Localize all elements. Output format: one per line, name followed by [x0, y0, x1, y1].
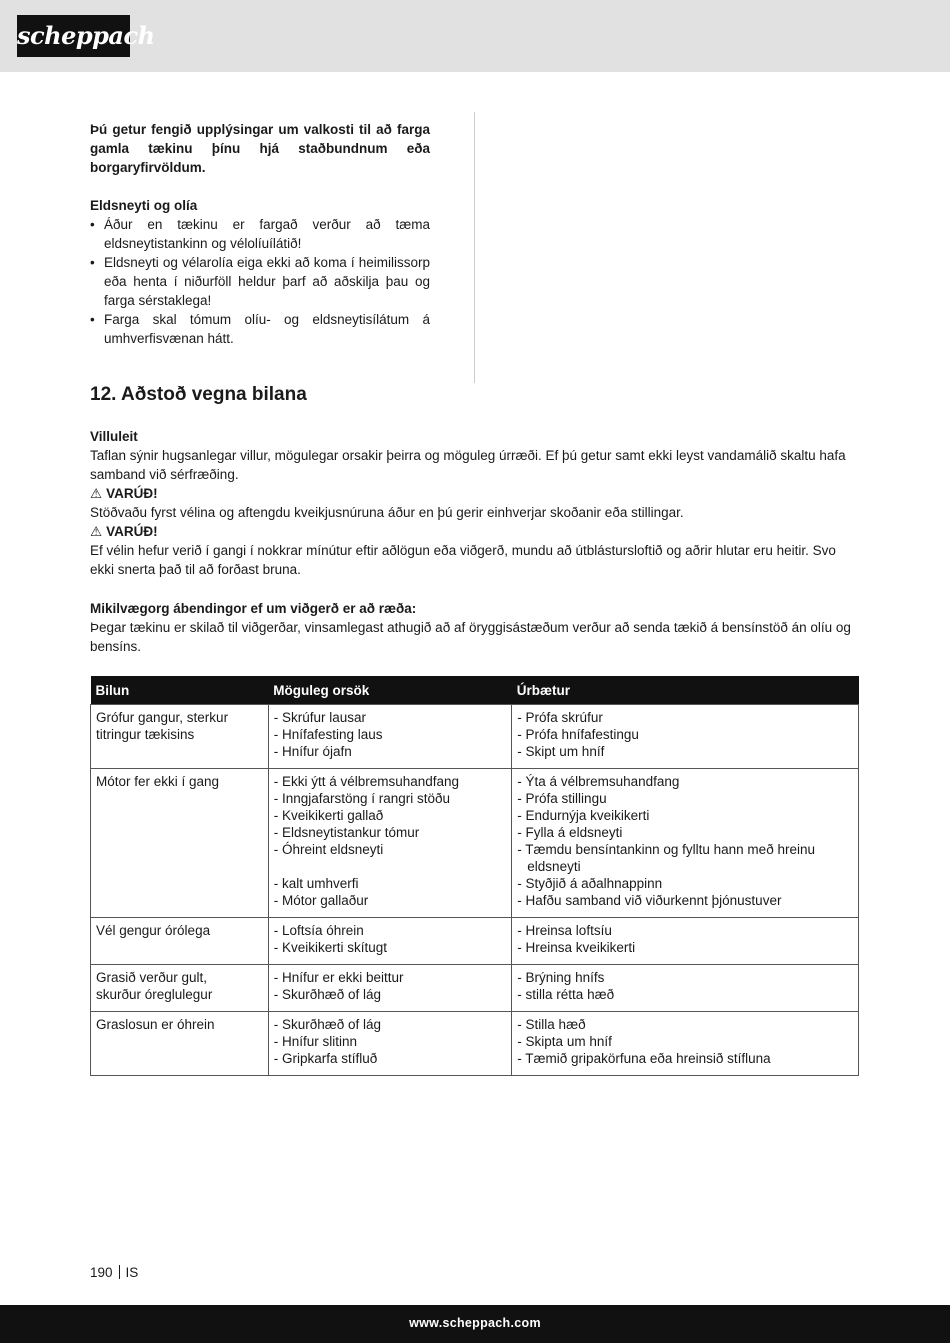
disposal-column [90, 120, 430, 348]
fault-cell [91, 769, 269, 918]
repair-notes-heading: Mikilvægorg ábendingor ef um viðgerð er að ræða: [90, 601, 417, 616]
cell-line: - Tæmdu bensíntankinn og fylltu hann með hreinu [517, 842, 815, 857]
footer-bar [0, 1305, 950, 1343]
cell-line: - Mótor gallaður [273, 893, 369, 908]
cell-line: - Skurðhæð of lág [273, 987, 382, 1002]
warning-label [90, 522, 860, 541]
column-header-cause: Möguleg orsök [268, 676, 512, 705]
cell-line: eldsneyti [527, 859, 581, 874]
table-body [91, 705, 859, 1076]
cell-line: - Hnífur er ekki beittur [273, 970, 404, 985]
page-footer-number [90, 1265, 138, 1280]
cause-cell [268, 1012, 512, 1076]
warning-label-text: VARÚÐ! [106, 524, 158, 539]
cell-line: - Brýning hnífs [517, 970, 605, 985]
fuel-oil-list [90, 215, 430, 348]
cell-line [274, 858, 507, 875]
cell-line: - Skrúfur lausar [273, 710, 366, 725]
cell-line: - Hreinsa loftsíu [517, 923, 612, 938]
cell-line: - Hnífafesting laus [273, 727, 383, 742]
remedy-cell [512, 705, 859, 769]
table-header-row [91, 676, 859, 705]
table-row [91, 918, 859, 965]
cell-line: - Óhreint eldsneyti [273, 842, 384, 857]
troubleshooting-heading: Villuleit [90, 429, 138, 444]
cell-line: - Stilla hæð [517, 1017, 586, 1032]
remedy-cell [512, 1012, 859, 1076]
language-code: IS [125, 1265, 139, 1280]
footer-separator [119, 1265, 120, 1279]
cell-line: - Inngjafarstöng í rangri stöðu [273, 791, 451, 806]
troubleshooting-table [90, 676, 859, 1076]
cell-line: - Skipt um hníf [517, 744, 605, 759]
remedy-cell [512, 918, 859, 965]
warning-label-text: VARÚÐ! [106, 486, 158, 501]
troubleshooting-intro [90, 427, 860, 579]
cell-line: - Loftsía óhrein [273, 923, 364, 938]
brand-logo: scheppach [17, 15, 130, 57]
fuel-oil-heading: Eldsneyti og olía [90, 198, 198, 213]
cell-line: - Eldsneytistankur tómur [273, 825, 420, 840]
column-header-remedy: Úrbætur [512, 676, 859, 705]
column-header-fault: Bilun [91, 676, 269, 705]
list-item: • Áður en tækinu er fargað verður að tæma eldsneytistankinn og vélolíuílátið! [90, 215, 430, 253]
troubleshooting-text: Taflan sýnir hugsanlegar villur, mögulegar orsakir þeirra og möguleg úrræði. Ef þú getur samt ekki leyst vandamálið skaltu hafa samband við sérfræðing. [90, 448, 846, 482]
cell-line: - Kveikikerti skítugt [273, 940, 387, 955]
table-row [91, 1012, 859, 1076]
remedy-cell [512, 965, 859, 1012]
list-item: • Farga skal tómum olíu- og eldsneytisílátum á umhverfisvænan hátt. [90, 310, 430, 348]
cell-line: - Styðjið á aðalhnappinn [517, 876, 663, 891]
page-header [0, 0, 950, 72]
cell-line: - Prófa hnífafestingu [517, 727, 639, 742]
cell-line: - kalt umhverfi [273, 876, 359, 891]
cell-line: - Hafðu samband við viðurkennt þjónustuver [517, 893, 782, 908]
cell-line: - Gripkarfa stífluð [273, 1051, 378, 1066]
cell-line: - Hreinsa kveikikerti [517, 940, 636, 955]
cell-line: - Ekki ýtt á vélbremsuhandfang [273, 774, 460, 789]
cell-line: titringur tækisins [96, 727, 195, 742]
cell-line: skurður óreglulegur [96, 987, 213, 1002]
cell-line: - Kveikikerti gallað [273, 808, 384, 823]
table-row [91, 965, 859, 1012]
cause-cell [268, 769, 512, 918]
fault-cell [91, 1012, 269, 1076]
cause-cell [268, 705, 512, 769]
page-number: 190 [90, 1265, 113, 1280]
repair-notes [90, 599, 860, 656]
warning-icon: ⚠ [90, 486, 103, 501]
cell-line: - Skurðhæð of lág [273, 1017, 382, 1032]
cell-line: - Fylla á eldsneyti [517, 825, 623, 840]
section-title: 12. Aðstoð vegna bilana [90, 384, 307, 405]
cell-line: - Ýta á vélbremsuhandfang [517, 774, 680, 789]
cell-line: Grófur gangur, sterkur [96, 710, 229, 725]
column-divider [474, 112, 475, 383]
cell-line: Mótor fer ekki í gang [96, 774, 220, 789]
cell-line: - Tæmið gripakörfuna eða hreinsið stífluna [517, 1051, 771, 1066]
cell-line: - stilla rétta hæð [517, 987, 615, 1002]
warning-text: Ef vélin hefur verið í gangi í nokkrar mínútur eftir aðlögun eða viðgerð, mundu að útblástursloftið og aðrir hlutar eru heitir. Svo ekki snerta það til að forðast bruna. [90, 543, 836, 577]
cause-cell [268, 918, 512, 965]
fault-cell [91, 965, 269, 1012]
cell-line: Vél gengur órólega [96, 923, 211, 938]
cell-line: - Hnífur slitinn [273, 1034, 357, 1049]
fault-cell [91, 918, 269, 965]
cell-line: Graslosun er óhrein [96, 1017, 215, 1032]
cell-line: Grasið verður gult, [96, 970, 208, 985]
cause-cell [268, 965, 512, 1012]
cell-line: - Endurnýja kveikikerti [517, 808, 650, 823]
remedy-cell [512, 769, 859, 918]
cell-line: - Skipta um hníf [517, 1034, 612, 1049]
table-row [91, 705, 859, 769]
website-link[interactable]: www.scheppach.com [409, 1316, 541, 1330]
fault-cell [91, 705, 269, 769]
cell-line: - Prófa stillingu [517, 791, 607, 806]
cell-line: - Hnífur ójafn [273, 744, 352, 759]
disposal-intro: Þú getur fengið upplýsingar um valkosti til að farga gamla tækinu þínu hjá staðbundnum eða borgaryfirvöldum. [90, 122, 430, 175]
warning-label [90, 484, 860, 503]
warning-text: Stöðvaðu fyrst vélina og aftengdu kveikjusnúruna áður en þú gerir einhverjar skoðanir eða stillingar. [90, 505, 684, 520]
cell-line: - Prófa skrúfur [517, 710, 603, 725]
repair-notes-text: Þegar tækinu er skilað til viðgerðar, vinsamlegast athugið að af öryggisástæðum verður að senda tækið á bensínstöð án olíu og bensíns. [90, 620, 851, 654]
list-item: • Eldsneyti og vélarolía eiga ekki að koma í heimilissorp eða henta í niðurföll heldur þarf að aðskilja þau og farga sérstaklega! [90, 253, 430, 310]
table-row [91, 769, 859, 918]
warning-icon: ⚠ [90, 524, 103, 539]
